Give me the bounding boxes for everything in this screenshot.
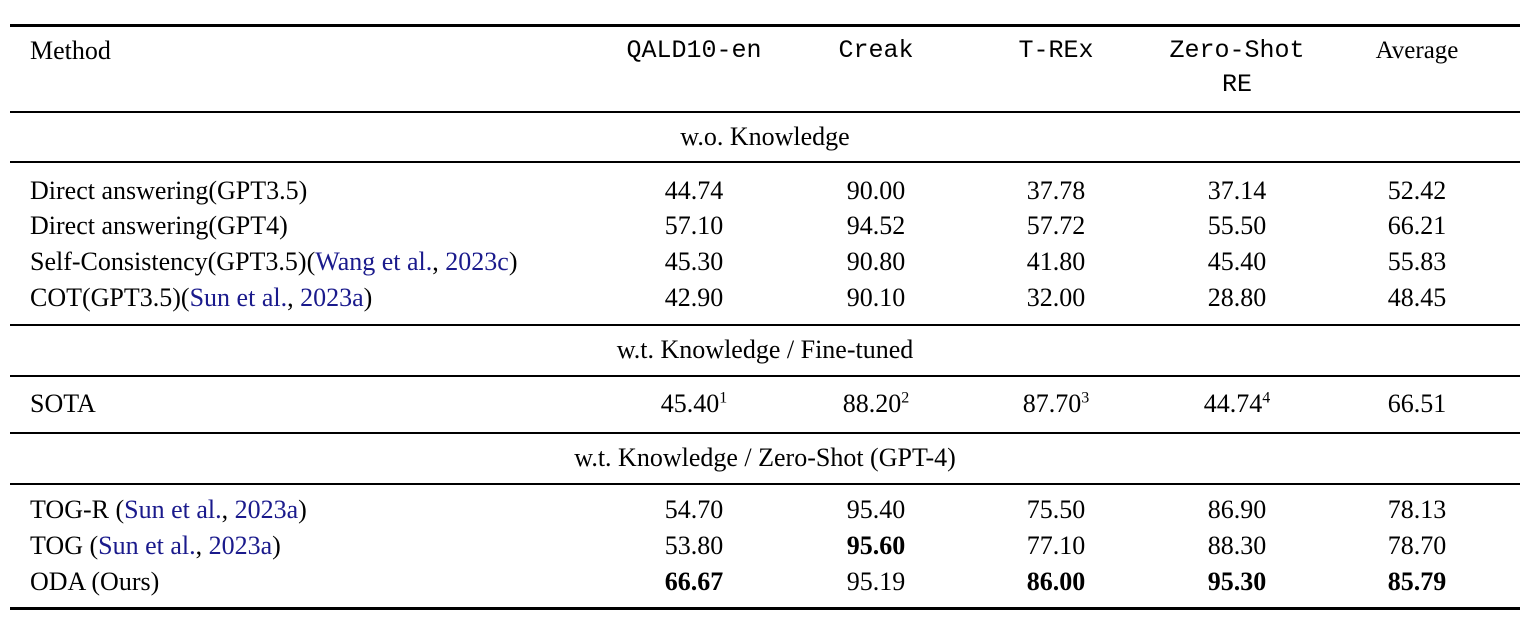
table-cell	[1388, 387, 1447, 421]
cell-value: 86.00	[1026, 567, 1086, 596]
cell-value: 37.14	[1207, 176, 1267, 205]
section2-top-rule	[10, 324, 1520, 326]
cell-value: 85.79	[1387, 567, 1447, 596]
method-name: TOG-R (	[30, 495, 125, 524]
table-cell	[847, 493, 906, 527]
table-cell	[1208, 174, 1267, 208]
table-cell	[1388, 245, 1447, 279]
method-suffix: )	[298, 495, 307, 524]
citation-link[interactable]: Sun et al.	[189, 283, 288, 312]
cell-value: 66.67	[664, 567, 724, 596]
section-title-no-knowledge: w.o. Knowledge	[680, 122, 850, 151]
cell-value: 48.45	[1387, 283, 1447, 312]
method-suffix: )	[272, 531, 281, 560]
section1-rule	[10, 161, 1520, 163]
cell-value: 45.40	[1207, 247, 1267, 276]
table-cell	[1027, 493, 1086, 527]
table-row-method	[30, 529, 281, 563]
citation-year-link[interactable]: 2023c	[445, 247, 509, 276]
citation-separator: ,	[221, 495, 235, 524]
table-cell	[847, 209, 906, 243]
table-row-method	[30, 565, 159, 599]
citation-link[interactable]: Sun et al.	[124, 495, 222, 524]
citation-separator: ,	[287, 283, 301, 312]
cell-value: 44.74	[664, 176, 724, 205]
cell-value: 90.80	[846, 247, 906, 276]
table-row-method	[30, 209, 288, 243]
table-row-method	[30, 493, 307, 527]
table-cell	[843, 387, 910, 421]
header-trex: T-REx	[1018, 36, 1094, 65]
citation-link[interactable]: Wang et al.	[315, 247, 433, 276]
cell-value: 66.51	[1387, 389, 1447, 418]
table-cell	[1027, 209, 1086, 243]
footnote-marker: 3	[1081, 389, 1090, 407]
cell-value: 95.30	[1207, 567, 1267, 596]
cell-value: 75.50	[1026, 495, 1086, 524]
table-cell	[1027, 529, 1086, 563]
cell-value: 55.50	[1207, 211, 1267, 240]
footnote-marker: 4	[1262, 389, 1271, 407]
cell-value: 37.78	[1026, 176, 1086, 205]
method-name: ODA (Ours)	[30, 567, 160, 596]
cell-value: 88.20	[842, 389, 902, 418]
table-cell	[1208, 493, 1267, 527]
table-cell	[1208, 565, 1267, 599]
table-cell	[1388, 174, 1447, 208]
footnote-marker: 1	[719, 389, 728, 407]
table-cell	[1388, 493, 1447, 527]
cell-value: 55.83	[1387, 247, 1447, 276]
citation-separator: ,	[195, 531, 209, 560]
table-row-method	[30, 281, 372, 315]
cell-value: 45.40	[660, 389, 720, 418]
cell-value: 41.80	[1026, 247, 1086, 276]
method-suffix: )	[508, 247, 518, 276]
header-rule	[10, 111, 1520, 113]
table-cell	[847, 245, 906, 279]
table-cell	[847, 281, 906, 315]
method-name: Self-Consistency(GPT3.5)(	[30, 247, 316, 276]
cell-value: 90.00	[846, 176, 906, 205]
table-cell	[847, 174, 906, 208]
citation-year-link[interactable]: 2023a	[234, 495, 299, 524]
header-qald: QALD10-en	[626, 36, 762, 65]
cell-value: 57.72	[1026, 211, 1086, 240]
cell-value: 95.19	[846, 567, 906, 596]
cell-value: 95.60	[846, 531, 906, 560]
table-cell	[665, 529, 724, 563]
cell-value: 32.00	[1026, 283, 1086, 312]
section-title-fine-tuned: w.t. Knowledge / Fine-tuned	[616, 335, 914, 364]
cell-value: 52.42	[1387, 176, 1447, 205]
cell-value: 54.70	[664, 495, 724, 524]
citation-link[interactable]: Sun et al.	[98, 531, 196, 560]
table-cell	[665, 174, 724, 208]
cell-value: 78.13	[1387, 495, 1447, 524]
citation-year-link[interactable]: 2023a	[208, 531, 273, 560]
cell-value: 57.10	[664, 211, 724, 240]
method-name: TOG (	[30, 531, 99, 560]
table-cell	[1208, 245, 1267, 279]
method-name: SOTA	[30, 389, 96, 418]
citation-year-link[interactable]: 2023a	[300, 283, 364, 312]
header-average: Average	[1375, 37, 1459, 64]
table-cell	[665, 245, 724, 279]
cell-value: 87.70	[1022, 389, 1082, 418]
cell-value: 28.80	[1207, 283, 1267, 312]
cell-value: 94.52	[846, 211, 906, 240]
table-row-method	[30, 174, 307, 208]
section3-rule	[10, 483, 1520, 485]
table-cell	[665, 209, 724, 243]
cell-value: 77.10	[1026, 531, 1086, 560]
table-cell	[665, 493, 724, 527]
method-name: COT(GPT3.5)(	[30, 283, 190, 312]
section-title-zero-shot: w.t. Knowledge / Zero-Shot (GPT-4)	[574, 443, 956, 472]
bottom-rule	[10, 607, 1520, 610]
table-cell	[1388, 209, 1447, 243]
table-cell	[1208, 281, 1267, 315]
section2-rule	[10, 375, 1520, 377]
table-row-method	[30, 387, 96, 421]
table-cell	[665, 281, 724, 315]
table-cell	[1027, 174, 1086, 208]
table-row-method	[30, 245, 518, 279]
table-cell	[1208, 529, 1267, 563]
table-cell	[1388, 565, 1447, 599]
table-cell	[661, 387, 728, 421]
cell-value: 53.80	[664, 531, 724, 560]
header-zsre-line1: Zero-Shot	[1169, 36, 1305, 65]
top-rule	[10, 24, 1520, 27]
method-name: Direct answering(GPT4)	[30, 211, 288, 240]
cell-value: 86.90	[1207, 495, 1267, 524]
table-cell	[1208, 209, 1267, 243]
cell-value: 78.70	[1387, 531, 1447, 560]
table-cell	[1027, 281, 1086, 315]
table-cell	[847, 529, 906, 563]
method-name: Direct answering(GPT3.5)	[30, 176, 308, 205]
table-cell	[1388, 529, 1447, 563]
cell-value: 88.30	[1207, 531, 1267, 560]
cell-value: 44.74	[1203, 389, 1263, 418]
cell-value: 66.21	[1387, 211, 1447, 240]
cell-value: 45.30	[664, 247, 724, 276]
table-cell	[1027, 245, 1086, 279]
cell-value: 90.10	[846, 283, 906, 312]
header-method: Method	[30, 36, 111, 65]
table-cell	[1027, 565, 1086, 599]
table-cell	[665, 565, 724, 599]
method-suffix: )	[363, 283, 373, 312]
header-zsre-line2: RE	[1221, 70, 1253, 99]
table-cell	[847, 565, 906, 599]
header-creak: Creak	[838, 36, 914, 65]
citation-separator: ,	[432, 247, 446, 276]
table-cell	[1023, 387, 1090, 421]
table-cell	[1204, 387, 1271, 421]
cell-value: 95.40	[846, 495, 906, 524]
table-cell	[1388, 281, 1447, 315]
section3-top-rule	[10, 432, 1520, 434]
footnote-marker: 2	[901, 389, 910, 407]
cell-value: 42.90	[664, 283, 724, 312]
